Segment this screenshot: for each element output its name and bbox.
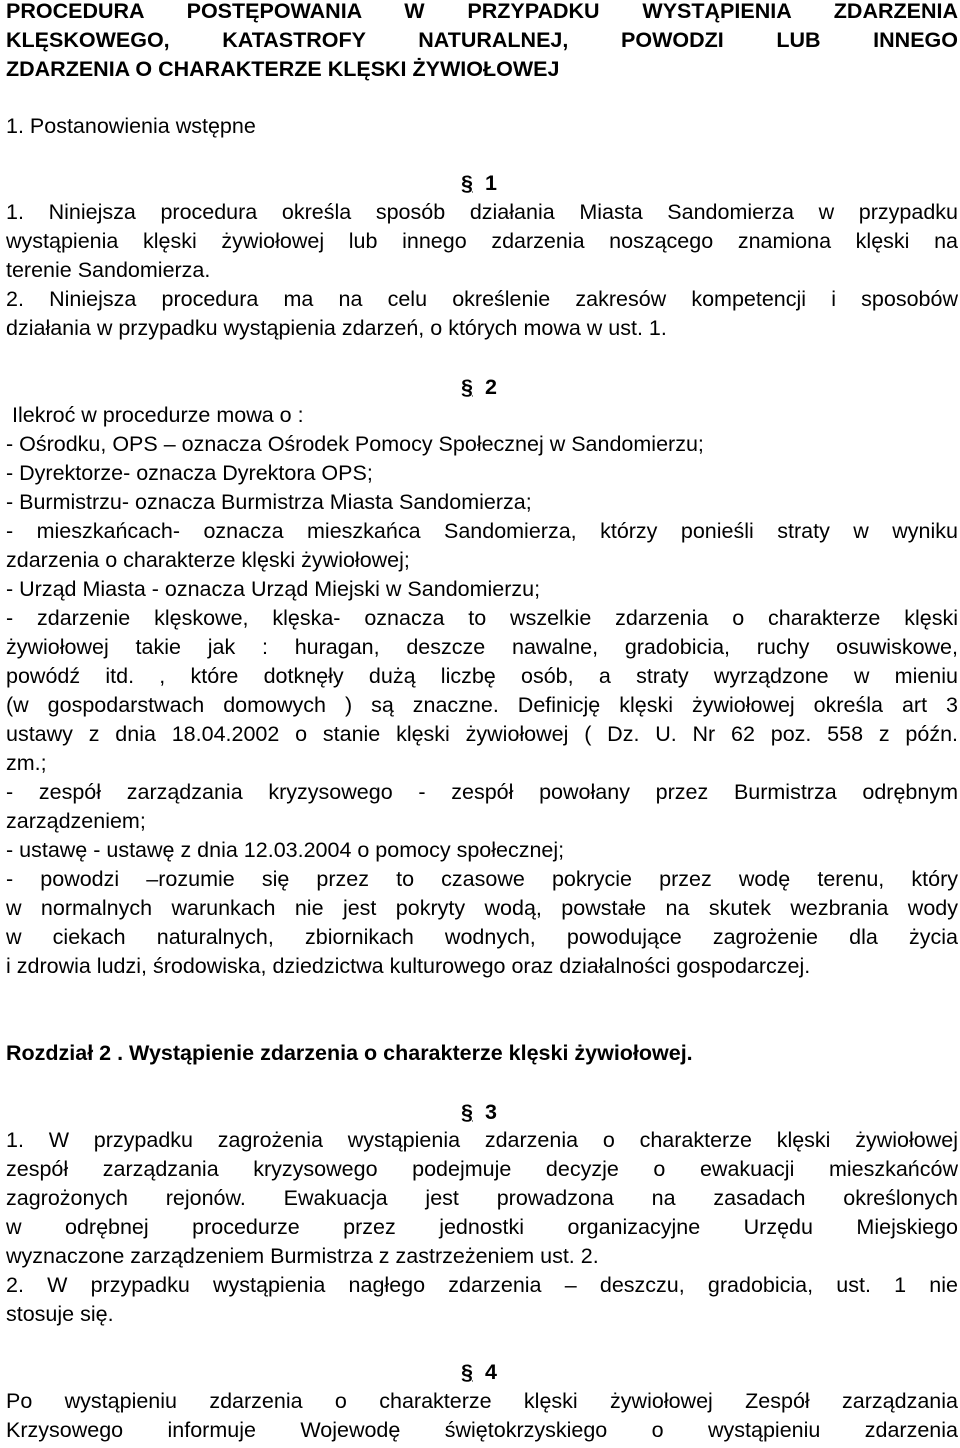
section-number: 2	[484, 375, 497, 399]
paragraph-line: zagrożonych rejonów. Ewakuacja jest prowadzona na zasadach określonych	[6, 1186, 958, 1210]
definition-item: - zdarzenie klęskowe, klęska- oznacza to wszelkie zdarzenia o charakterze klęski	[6, 606, 958, 630]
paragraph-line: zespół zarządzania kryzysowego podejmuje decyzje o ewakuacji mieszkańców	[6, 1157, 958, 1181]
paragraph-line: 2. W przypadku wystąpienia nagłego zdarzenia – deszczu, gradobicia, ust. 1 nie	[6, 1273, 958, 1297]
section-symbol: §	[461, 1360, 473, 1384]
definition-item: ustawy z dnia 18.04.2002 o stanie klęski żywiołowej ( Dz. U. Nr 62 poz. 558 z późn.	[6, 722, 958, 746]
document-title-line-2: KLĘSKOWEGO, KATASTROFY NATURALNEJ, POWODZI LUB INNEGO	[6, 28, 958, 52]
chapter-2-heading: Rozdział 2 . Wystąpienie zdarzenia o charakterze klęski żywiołowej.	[6, 1041, 693, 1065]
paragraph-line: stosuje się.	[6, 1302, 114, 1326]
paragraph-line: Po wystąpieniu zdarzenia o charakterze klęski żywiołowej Zespół zarządzania	[6, 1389, 958, 1413]
document-title-line-3: ZDARZENIA O CHARAKTERZE KLĘSKI ŻYWIOŁOWEJ	[6, 57, 560, 81]
definition-item: zarządzeniem;	[6, 809, 146, 833]
definition-item: zm.;	[6, 751, 47, 775]
document-title-line-1: PROCEDURA POSTĘPOWANIA W PRZYPADKU WYSTĄPIENIA ZDARZENIA	[6, 0, 958, 23]
definition-item: - ustawę - ustawę z dnia 12.03.2004 o pomocy społecznej;	[6, 838, 565, 862]
section-number: 4	[484, 1360, 497, 1384]
section-symbol: §	[461, 1100, 473, 1124]
definition-item: - Urząd Miasta - oznacza Urząd Miejski w Sandomierzu;	[6, 577, 541, 601]
definition-item: - Ośrodku, OPS – oznacza Ośrodek Pomocy Społecznej w Sandomierzu;	[6, 432, 704, 456]
definition-item: - zespół zarządzania kryzysowego - zespół powołany przez Burmistrza odrębnym	[6, 780, 958, 804]
definition-item: - Dyrektorze- oznacza Dyrektora OPS;	[6, 461, 373, 485]
section-symbol: §	[461, 171, 473, 195]
definition-item: powódź itd. , które dotknęły dużą liczbę osób, a straty wyrządzone w mieniu	[6, 664, 958, 688]
definition-item: żywiołowej takie jak : huragan, deszcze nawalne, gradobicia, ruchy osuwiskowe,	[6, 635, 958, 659]
section-symbol: §	[461, 375, 473, 399]
section-4-heading	[461, 1358, 497, 1387]
paragraph-line: terenie Sandomierza.	[6, 258, 211, 282]
definition-item: - Burmistrzu- oznacza Burmistrza Miasta Sandomierza;	[6, 490, 532, 514]
definition-item: (w gospodarstwach domowych ) są znaczne. Definicję klęski żywiołowej określa art 3	[6, 693, 958, 717]
section-1-heading	[461, 169, 497, 198]
paragraph-line: wystąpienia klęski żywiołowej lub innego zdarzenia noszącego znamiona klęski na	[6, 229, 958, 253]
definition-item: w ciekach naturalnych, zbiornikach wodnych, powodujące zagrożenie dla życia	[6, 925, 958, 949]
paragraph-line: 2. Niniejsza procedura ma na celu określenie zakresów kompetencji i sposobów	[6, 287, 958, 311]
definitions-intro: Ilekroć w procedurze mowa o :	[12, 403, 304, 427]
section-number: 3	[484, 1100, 497, 1124]
definition-item: i zdrowia ludzi, środowiska, dziedzictwa kulturowego oraz działalności gospodarczej.	[6, 954, 811, 978]
definition-item: - powodzi –rozumie się przez to czasowe pokrycie przez wodę terenu, który	[6, 867, 958, 891]
definition-item: zdarzenia o charakterze klęski żywiołowej;	[6, 548, 410, 572]
section-number: 1	[484, 171, 497, 195]
paragraph-line: Krzysowego informuje Wojewodę świętokrzyskiego o wystąpieniu zdarzenia	[6, 1418, 958, 1442]
definition-item: - mieszkańcach- oznacza mieszkańca Sandomierza, którzy ponieśli straty w wyniku	[6, 519, 958, 543]
paragraph-line: 1. Niniejsza procedura określa sposób działania Miasta Sandomierza w przypadku	[6, 200, 958, 224]
paragraph-line: wyznaczone zarządzeniem Burmistrza z zastrzeżeniem ust. 2.	[6, 1244, 599, 1268]
definition-item: w normalnych warunkach nie jest pokryty wodą, powstałe na skutek wezbrania wody	[6, 896, 958, 920]
section-2-heading	[461, 373, 497, 402]
paragraph-line: w odrębnej procedurze przez jednostki organizacyjne Urzędu Miejskiego	[6, 1215, 958, 1239]
chapter-1-heading: 1. Postanowienia wstępne	[6, 114, 256, 138]
paragraph-line: działania w przypadku wystąpienia zdarzeń, o których mowa w ust. 1.	[6, 316, 667, 340]
section-3-heading	[461, 1098, 497, 1127]
paragraph-line: 1. W przypadku zagrożenia wystąpienia zdarzenia o charakterze klęski żywiołowej	[6, 1128, 958, 1152]
